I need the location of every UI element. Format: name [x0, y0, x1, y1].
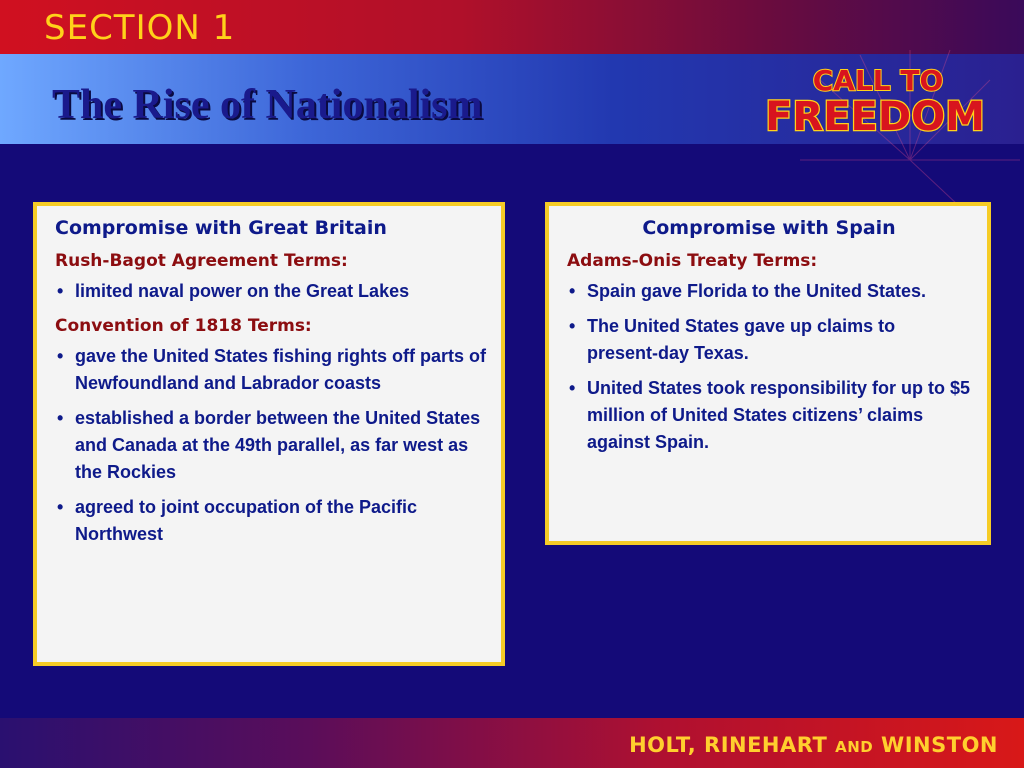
publisher-name: HOLT, RINEHART	[629, 733, 836, 757]
list-item-text: gave the United States fishing rights off parts of Newfoundland and Labrador coasts	[75, 346, 487, 393]
panel-heading: Compromise with Spain	[642, 217, 896, 239]
bullet-icon: •	[57, 346, 64, 366]
list-item	[55, 494, 487, 548]
adams-onis-heading: Adams-Onis Treaty Terms:	[567, 251, 818, 271]
list-item-text: limited naval power on the Great Lakes	[75, 281, 410, 301]
call-to-freedom-logo	[750, 62, 1000, 142]
list-item-text: Spain gave Florida to the United States.	[587, 281, 927, 301]
svg-text:FREEDOM: FREEDOM	[765, 94, 985, 140]
list-item-text: established a border between the United States and Canada at the 49th parallel, as far west as the Rockies	[75, 408, 481, 482]
list-item	[55, 343, 487, 397]
bullet-icon: •	[569, 378, 576, 398]
bullet-icon: •	[569, 281, 576, 301]
convention-1818-list	[55, 343, 487, 548]
list-item-text: The United States gave up claims to present-day Texas.	[587, 316, 896, 363]
rush-bagot-heading: Rush-Bagot Agreement Terms:	[55, 251, 348, 271]
section-label: SECTION 1	[44, 8, 236, 48]
list-item-text: United States took responsibility for up to $5 million of United States citizens’ claims against Spain.	[587, 378, 971, 452]
list-item-text: agreed to joint occupation of the Pacific Northwest	[75, 497, 418, 544]
great-britain-panel	[33, 202, 505, 666]
bullet-icon: •	[57, 408, 64, 428]
publisher-and: AND	[835, 738, 874, 756]
list-item	[567, 313, 971, 367]
list-item	[567, 375, 971, 456]
adams-onis-list	[567, 278, 971, 456]
rush-bagot-list	[55, 278, 487, 305]
page-title: The Rise of Nationalism	[52, 82, 483, 128]
list-item	[55, 278, 487, 305]
spain-panel	[545, 202, 991, 545]
svg-text:CALL TO: CALL TO	[812, 64, 944, 97]
bullet-icon: •	[57, 497, 64, 517]
list-item	[55, 405, 487, 486]
publisher-name-end: WINSTON	[873, 733, 998, 757]
convention-1818-heading: Convention of 1818 Terms:	[55, 316, 312, 336]
panel-heading: Compromise with Great Britain	[55, 217, 387, 239]
publisher-logo	[629, 732, 998, 760]
bullet-icon: •	[57, 281, 64, 301]
list-item	[567, 278, 971, 305]
bullet-icon: •	[569, 316, 576, 336]
